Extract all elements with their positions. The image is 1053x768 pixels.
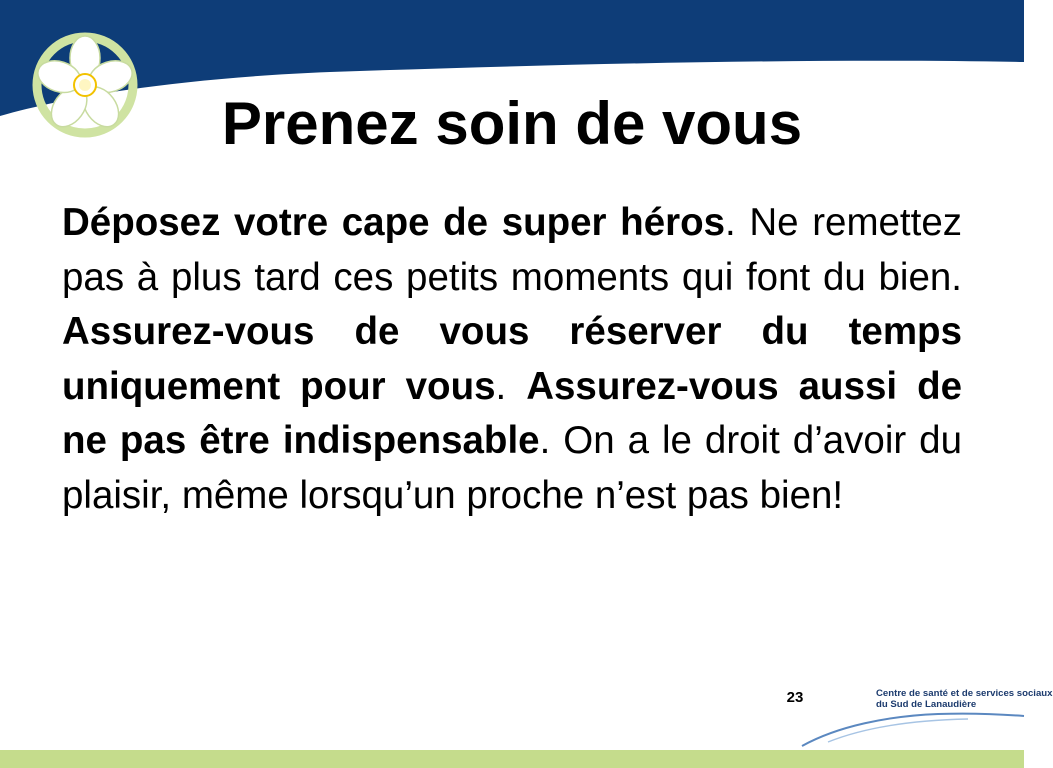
- body-sentence-1-punct: .: [725, 201, 736, 244]
- footer-bar: [0, 750, 1024, 768]
- body-sentence-3-punct: .: [495, 364, 507, 408]
- page-number: 23: [786, 689, 804, 706]
- body-sentence-2: Ne remettez pas à plus tard ces petits moments qui font du bien.: [62, 201, 962, 299]
- organization-name-line-1: Centre de santé et de services sociaux: [876, 688, 1053, 699]
- body-sentence-4-punct: .: [539, 419, 551, 463]
- body-paragraph: [62, 196, 962, 524]
- body-sentence-5: On a le droit d’avoir du plaisir, même lorsqu’un proche n’est pas bien!: [62, 419, 962, 517]
- organization-name-line-2: du Sud de Lanaudière: [876, 699, 977, 710]
- organization-name: [876, 688, 1053, 710]
- body-sentence-4: Assurez-vous aussi de ne pas être indispensable: [62, 364, 962, 463]
- body-sentence-3: Assurez-vous de vous réserver du temps uniquement pour vous: [62, 310, 962, 408]
- body-sentence-1: Déposez votre cape de super héros: [62, 201, 726, 244]
- page-title: Prenez soin de vous: [221, 90, 803, 157]
